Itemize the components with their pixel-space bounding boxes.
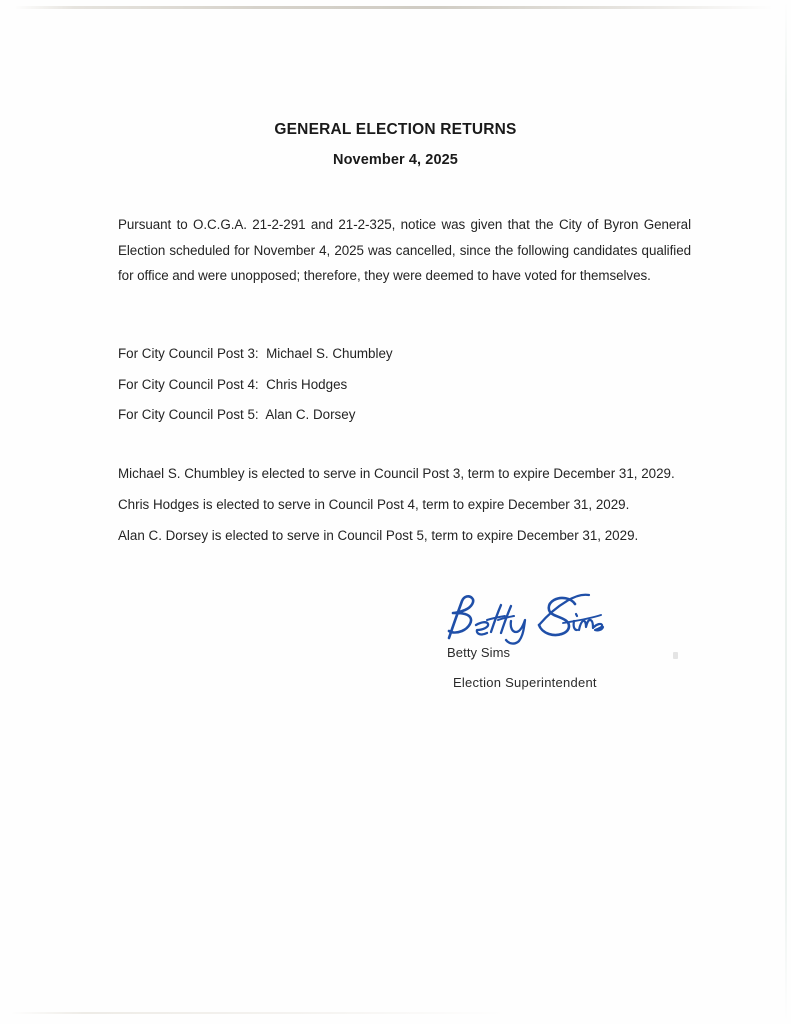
scan-speck-artifact: [673, 652, 678, 659]
list-item: For City Council Post 4: Chris Hodges: [118, 376, 348, 392]
signature-block: [435, 592, 735, 690]
signer-name: Betty Sims: [447, 645, 511, 660]
body-paragraph: Pursuant to O.C.G.A. 21-2-291 and 21-2-325, notice was given that the City of Byron General Election scheduled for November 4, 2025 was cancelled, since the following candidates qualified for office and were unopposed; therefore, they were deemed to have voted for themselves.: [118, 217, 691, 284]
list-item: For City Council Post 5: Alan C. Dorsey: [118, 407, 356, 423]
signer-title: Election Superintendent: [453, 675, 597, 690]
page-title: GENERAL ELECTION RETURNS: [274, 121, 517, 138]
election-date: November 4, 2025: [333, 152, 458, 168]
list-item: Chris Hodges is elected to serve in Council Post 4, term to expire December 31, 2029.: [118, 496, 630, 512]
handwritten-signature: [443, 592, 603, 644]
list-item: Alan C. Dorsey is elected to serve in Council Post 5, term to expire December 31, 2029.: [118, 527, 639, 543]
scan-edge-artifact-bottom: [10, 1012, 510, 1014]
scan-edge-artifact-top: [14, 6, 774, 9]
list-item: Michael S. Chumbley is elected to serve in Council Post 3, term to expire December 31, 2029.: [118, 466, 675, 481]
list-item: For City Council Post 3: Michael S. Chumbley: [118, 346, 393, 361]
election-results-list: [118, 459, 718, 551]
candidate-list: [118, 339, 618, 431]
